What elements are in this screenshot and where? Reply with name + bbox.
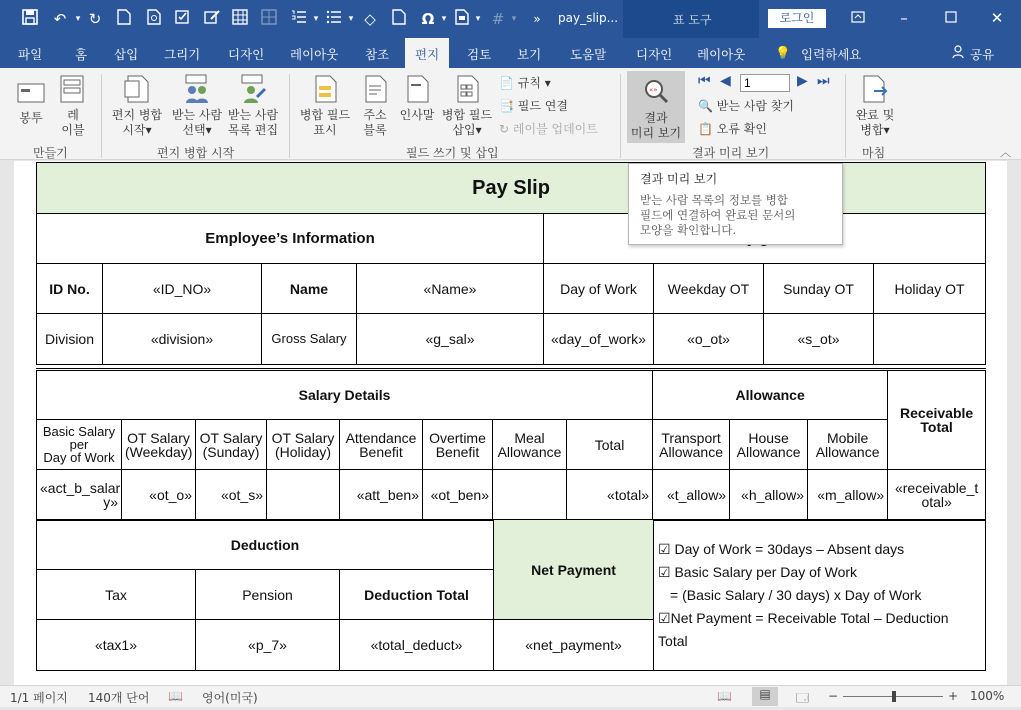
match-fields-icon: 📑 [499, 99, 514, 113]
people-icon [182, 73, 212, 105]
tab-insert[interactable]: 삽입 [114, 47, 139, 62]
meal-allowance-value [493, 470, 567, 521]
meal-allowance-header-1: Meal [514, 429, 545, 446]
update-labels-button[interactable] [499, 120, 598, 137]
overtime-benefit-header-1: Overtime [429, 429, 486, 446]
ot-holiday-header-2: (Holiday) [274, 443, 331, 460]
basic-salary-header-2: per [69, 437, 89, 452]
ribbon-separator [101, 74, 102, 158]
meal-allowance-header-2: Allowance [497, 443, 562, 460]
insert-field-label-1: 병합 필드 [441, 108, 493, 122]
status-bar [0, 685, 1021, 707]
tab-table-design[interactable]: 디자인 [636, 47, 673, 62]
tab-layout[interactable]: 레이아웃 [290, 47, 339, 62]
tooltip-line-3: 모양을 확인합니다. [640, 223, 737, 237]
shapes-icon[interactable]: ◇ [364, 10, 376, 28]
tax-value: «tax1» [37, 620, 196, 671]
previous-record-icon[interactable]: ◀ [720, 73, 731, 89]
group-write-insert-label: 필드 쓰기 및 삽입 [406, 146, 499, 160]
update-labels-icon: ↻ [499, 122, 510, 136]
hash-dropdown-icon[interactable]: ▾ [511, 14, 517, 24]
share-icon[interactable] [952, 45, 965, 61]
address-block-label-2: 블록 [363, 123, 387, 137]
payslip-title: Pay Slip [37, 163, 986, 214]
house-allowance-header [730, 420, 808, 470]
edit-icon[interactable] [202, 9, 222, 29]
labels-label-2: 이블 [61, 123, 85, 137]
list-dropdown-icon[interactable]: ▾ [313, 14, 319, 24]
deduction-table [36, 519, 986, 671]
highlight-merge-fields-button[interactable] [296, 73, 354, 138]
check-errors-button[interactable] [698, 120, 767, 137]
finish-merge-button[interactable]: 완료 및 병합▾ [850, 73, 900, 138]
highlight-fields-icon [310, 73, 340, 105]
attendance-benefit-header-2: Benefit [359, 443, 403, 460]
mobile-allowance-header-2: Allowance [815, 443, 880, 460]
house-allowance-header-1: House [748, 429, 789, 446]
first-record-icon[interactable]: ⏮ [698, 73, 711, 89]
start-merge-label-2: 시작 [122, 123, 146, 137]
division-value: «division» [103, 314, 262, 365]
edit-recipient-list-button[interactable] [224, 73, 282, 138]
symbol-dropdown-icon[interactable]: ▾ [441, 14, 447, 24]
note-basic-salary-formula: = (Basic Salary / 30 days) x Day of Work [670, 587, 922, 603]
record-number-input[interactable] [740, 74, 790, 92]
select-recipients-button[interactable]: 받는 사람 선택▾ [168, 73, 226, 138]
bullet-dropdown-icon[interactable]: ▾ [348, 14, 354, 24]
note-net-payment: ☑Net Payment = Receivable Total – Deduction Total [658, 610, 949, 649]
insert-field-icon [452, 73, 482, 105]
meal-allowance-header [493, 420, 567, 470]
attendance-benefit-value: «att_ben» [340, 470, 423, 521]
grid-icon[interactable] [259, 9, 279, 29]
pension-value: «p_7» [196, 620, 340, 671]
insert-merge-field-button[interactable]: 병합 필드 삽입▾ [438, 73, 496, 138]
basic-salary-value [37, 470, 122, 521]
login-button[interactable]: 로그인 [768, 9, 826, 28]
tab-file[interactable]: 파일 [18, 47, 43, 62]
hash-icon[interactable]: # [491, 10, 505, 28]
share-button[interactable]: 공유 [970, 47, 995, 62]
gross-salary-value: «g_sal» [357, 314, 544, 365]
overtime-benefit-value: «ot_ben» [423, 470, 493, 521]
page-count[interactable]: 1/1 페이지 [10, 691, 68, 705]
tab-help[interactable]: 도움말 [570, 47, 607, 62]
ribbon-display-icon[interactable] [845, 6, 871, 30]
overtime-benefit-header [423, 420, 493, 470]
update-labels-label: 레이블 업데이트 [512, 122, 598, 136]
tab-table-layout[interactable]: 레이아웃 [697, 47, 746, 62]
match-fields-button[interactable] [499, 97, 568, 114]
group-create-label: 만들기 [33, 146, 68, 160]
group-preview-label: 결과 미리 보기 [692, 146, 770, 160]
attendance-benefit-header [340, 420, 423, 470]
table-icon[interactable] [230, 9, 250, 29]
payslip-top-table [36, 162, 986, 365]
ot-sunday-header-1: OT Salary [199, 429, 263, 446]
read-mode-icon[interactable]: 📖 [717, 689, 732, 703]
house-allowance-value: «h_allow» [730, 470, 808, 521]
envelopes-button[interactable] [12, 76, 50, 126]
proofing-icon[interactable]: 📖 [168, 689, 183, 703]
word-count[interactable]: 140개 단어 [88, 691, 150, 705]
name-label: Name [262, 264, 357, 314]
ot-weekday-header [122, 420, 196, 470]
preview-results-icon [641, 76, 671, 108]
page [14, 161, 1007, 685]
deduction-total-value: «total_deduct» [340, 620, 494, 671]
edit-recipients-icon [238, 73, 268, 105]
highlight-fields-label-2: 표시 [313, 123, 337, 137]
total-header: Total [567, 420, 653, 470]
lightbulb-icon[interactable]: 💡 [775, 45, 791, 60]
attendance-benefit-header-1: Attendance [345, 429, 417, 446]
rules-button[interactable]: 📄 규칙 ▾ [499, 76, 551, 90]
edit-recipients-label-2: 목록 편집 [227, 123, 279, 137]
day-of-work-label: Day of Work [544, 264, 654, 314]
preview-results-tooltip [628, 163, 843, 245]
highlight-fields-label-1: 병합 필드 [299, 108, 351, 122]
field-dropdown-icon[interactable]: ▾ [475, 14, 481, 24]
tab-draw[interactable]: 그리기 [164, 47, 201, 62]
web-layout-icon[interactable]: 🗔 [796, 691, 810, 705]
envelopes-label: 봉투 [19, 111, 43, 125]
salary-details-table [36, 368, 986, 521]
more-commands-icon[interactable]: » [533, 12, 541, 26]
sunday-ot-value: «s_ot» [764, 314, 874, 365]
ot-holiday-header-1: OT Salary [271, 429, 335, 446]
tab-review[interactable]: 검토 [467, 47, 492, 62]
ot-holiday-value [267, 470, 340, 521]
tooltip-line-1: 받는 사람 목록의 정보를 병합 [640, 193, 788, 207]
zoom-slider-thumb[interactable] [892, 691, 896, 702]
match-fields-label: 필드 연결 [517, 99, 568, 113]
basic-salary-header [37, 420, 122, 470]
close-icon[interactable]: ✕ [990, 9, 1004, 27]
ot-holiday-header [267, 420, 340, 470]
ribbon-separator [845, 74, 846, 158]
document-title: pay_slip... [558, 11, 619, 25]
note-day-of-work: ☑ Day of Work = 30days – Absent days [658, 541, 905, 557]
undo-icon[interactable]: ↶ [53, 10, 67, 28]
undo-dropdown-icon[interactable]: ▾ [75, 14, 81, 24]
note-basic-salary: ☑ Basic Salary per Day of Work [658, 564, 858, 580]
preview-results-label-1: 결과 [644, 111, 668, 125]
ot-weekday-header-1: OT Salary [127, 429, 190, 446]
tax-label: Tax [37, 570, 196, 620]
ribbon-tabs [0, 38, 1021, 68]
print-layout-icon[interactable]: ▤ [752, 687, 778, 706]
tab-design[interactable]: 디자인 [228, 47, 265, 62]
ot-weekday-value: «ot_o» [122, 470, 196, 521]
weekday-ot-label: Weekday OT [654, 264, 764, 314]
basic-salary-header-1: Basic Salary [42, 424, 116, 439]
total-value: «total» [567, 470, 653, 521]
sunday-ot-label: Sunday OT [764, 264, 874, 314]
omega-symbol-icon[interactable]: Ω [421, 10, 435, 28]
tooltip-line-2: 필드에 연결하여 완료된 문서의 [640, 208, 796, 222]
save-icon[interactable] [20, 9, 40, 29]
basic-salary-value-1: «act_b_salar [40, 480, 121, 496]
next-record-icon[interactable]: ▶ [797, 73, 808, 89]
find-recipient-label: 받는 사람 찾기 [716, 99, 794, 113]
document-area [0, 161, 1021, 685]
redo-icon[interactable]: ↻ [88, 10, 102, 28]
address-block-icon [360, 73, 390, 105]
start-mail-merge-button[interactable]: 편지 병합 시작▾ [108, 73, 166, 138]
mobile-allowance-header [808, 420, 888, 470]
house-allowance-header-2: Allowance [736, 443, 801, 460]
check-errors-label: 오류 확인 [716, 122, 767, 136]
labels-button[interactable] [56, 73, 90, 138]
language-status[interactable]: 영어(미국) [202, 691, 258, 705]
id-value: «ID_NO» [103, 264, 262, 314]
ot-weekday-header-2: (Weekday) [125, 443, 193, 460]
holiday-ot-label: Holiday OT [874, 264, 986, 314]
basic-salary-header-3: Day of Work [43, 450, 115, 465]
salary-details-heading: Salary Details [37, 370, 653, 420]
receivable-total-heading [888, 370, 986, 470]
tooltip-body [640, 193, 831, 238]
maximize-icon[interactable] [938, 6, 964, 30]
finish-merge-label-1: 완료 및 [855, 108, 895, 122]
address-block-button[interactable] [357, 73, 393, 138]
rules-icon: 📄 [499, 76, 514, 90]
edit-recipients-label-1: 받는 사람 [227, 108, 279, 122]
zoom-level[interactable]: 100% [970, 689, 1005, 703]
tab-mailings[interactable]: 편지 [405, 38, 449, 68]
gross-salary-label: Gross Salary [262, 314, 357, 365]
receivable-total-value-2: otal» [921, 494, 952, 510]
net-payment-heading: Net Payment [494, 520, 654, 620]
basic-salary-value-2: y» [103, 494, 118, 510]
minimize-icon[interactable]: – [900, 9, 908, 27]
transport-allowance-header-2: Allowance [659, 443, 723, 460]
receivable-total-value [888, 470, 986, 521]
division-label: Division [37, 314, 103, 365]
ribbon-separator [289, 74, 290, 158]
ot-sunday-header [196, 420, 267, 470]
tooltip-title: 결과 미리 보기 [640, 172, 718, 186]
receivable-total-label-2: Total [920, 419, 953, 435]
employee-info-heading: Employee’s Information [37, 214, 544, 264]
allowance-heading: Allowance [653, 370, 888, 420]
group-finish-label: 마침 [862, 146, 886, 160]
day-of-work-value: «day_of_work» [544, 314, 654, 365]
insert-field-label-2: 삽입 [452, 123, 476, 137]
holiday-ot-value [874, 314, 986, 365]
finish-merge-icon [860, 73, 890, 105]
receivable-total-value-1: «receivable_t [894, 480, 979, 496]
preview-results-button[interactable] [627, 76, 685, 141]
collapse-ribbon-icon[interactable]: ︿ [1000, 146, 1011, 159]
preview-results-label-2: 미리 보기 [630, 126, 682, 140]
check-errors-icon: 📋 [698, 122, 713, 136]
greeting-icon [402, 73, 432, 105]
svg-text:«»: «» [649, 86, 658, 94]
labels-label-1: 레 [67, 108, 79, 122]
greeting-line-button[interactable] [397, 73, 437, 123]
tab-references[interactable]: 참조 [365, 47, 390, 62]
id-label: ID No. [37, 264, 103, 314]
select-recipients-label-2: 선택 [182, 123, 206, 137]
mobile-allowance-header-1: Mobile [826, 429, 869, 446]
labels-icon [58, 73, 88, 105]
last-record-icon[interactable]: ⏭ [817, 73, 830, 89]
group-start-merge-label: 편지 병합 시작 [157, 146, 235, 160]
print-preview-icon[interactable] [144, 9, 164, 29]
page-icon[interactable] [389, 9, 409, 29]
pension-label: Pension [196, 570, 340, 620]
address-block-label-1: 주소 [363, 108, 387, 122]
rules-label: 규칙 [517, 76, 541, 90]
notes-cell [654, 520, 986, 671]
document-icon[interactable] [114, 9, 134, 29]
transport-allowance-value: «t_allow» [653, 470, 730, 521]
tab-home[interactable]: 홈 [75, 47, 88, 62]
receivable-total-label-1: Receivable [900, 405, 974, 421]
net-payment-value: «net_payment» [494, 620, 654, 671]
greeting-label: 인사말 [399, 108, 435, 122]
ot-sunday-header-2: (Sunday) [202, 443, 260, 460]
zoom-out-button[interactable]: − [828, 689, 839, 703]
ribbon-separator [620, 74, 621, 158]
ot-sunday-value: «ot_s» [196, 470, 267, 521]
name-value: «Name» [357, 264, 544, 314]
spelling-icon[interactable] [173, 9, 193, 29]
start-merge-icon [122, 73, 152, 105]
transport-allowance-header [653, 420, 730, 470]
start-merge-label-1: 편지 병합 [111, 108, 163, 122]
find-recipient-icon: 🔍 [698, 99, 713, 113]
tab-view[interactable]: 보기 [517, 47, 542, 62]
tell-me-input[interactable]: 입력하세요 [801, 47, 862, 62]
select-recipients-label-1: 받는 사람 [171, 108, 223, 122]
deduction-heading: Deduction [37, 520, 494, 570]
ribbon [0, 68, 1021, 160]
zoom-in-button[interactable]: + [948, 689, 959, 703]
weekday-ot-value: «o_ot» [654, 314, 764, 365]
transport-allowance-header-1: Transport [661, 429, 721, 446]
mobile-allowance-value: «m_allow» [808, 470, 888, 521]
find-recipient-button[interactable] [698, 97, 794, 114]
overtime-benefit-header-2: Benefit [435, 443, 480, 460]
finish-merge-label-2: 병합 [860, 123, 884, 137]
envelope-icon [16, 76, 46, 108]
deduction-total-label: Deduction Total [340, 570, 494, 620]
table-tools-label: 표 도구 [673, 13, 712, 27]
